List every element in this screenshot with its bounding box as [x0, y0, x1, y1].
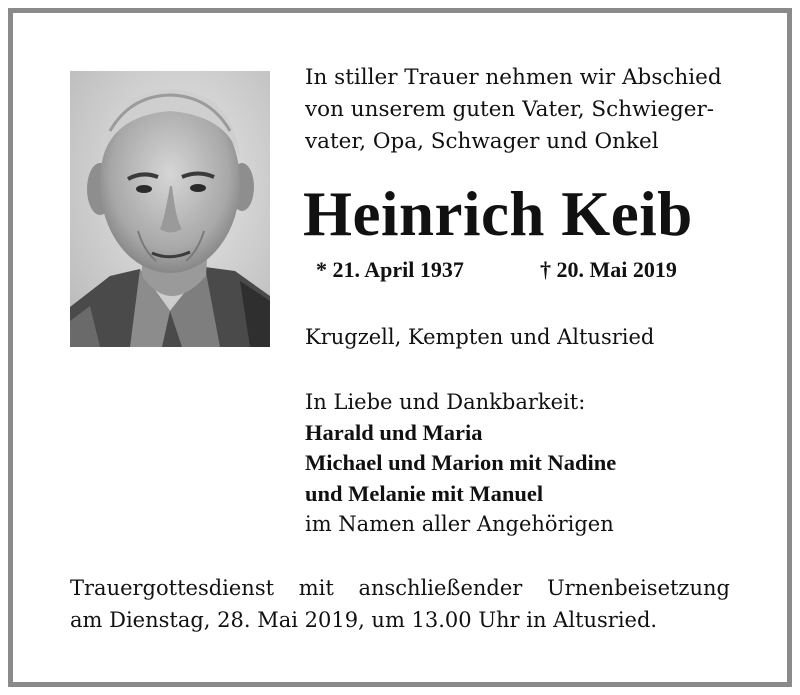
death-date: † 20. Mai 2019 — [540, 257, 677, 282]
mourner-names: und Melanie mit Manuel — [305, 480, 544, 506]
service-notice — [70, 572, 730, 636]
intro-line: In stiller Trauer nehmen wir Abschied — [305, 65, 722, 90]
mourners-block — [305, 387, 616, 540]
mourner-names: Michael und Marion mit Nadine — [305, 450, 617, 475]
mourners-intro: In Liebe und Dankbarkeit: — [305, 390, 586, 414]
service-line: am Dienstag, 28. Mai 2019, um 13.00 Uhr in Altusried. — [70, 608, 658, 632]
intro-line: von unserem guten Vater, Schwieger- — [305, 97, 715, 122]
place-names: Krugzell, Kempten und Altusried — [305, 325, 655, 349]
birth-date: * 21. April 1937 — [316, 257, 464, 282]
deceased-name: Heinrich Keib — [303, 179, 693, 249]
intro-line: vater, Opa, Schwager und Onkel — [305, 129, 659, 154]
mourner-names: Harald und Maria — [305, 419, 483, 445]
mourners-closing: im Namen aller Angehörigen — [305, 512, 614, 536]
portrait-photo — [70, 71, 270, 347]
service-line: Trauergottesdienst mit anschließender Urnenbeisetzung — [70, 576, 730, 600]
intro-text — [305, 62, 745, 158]
